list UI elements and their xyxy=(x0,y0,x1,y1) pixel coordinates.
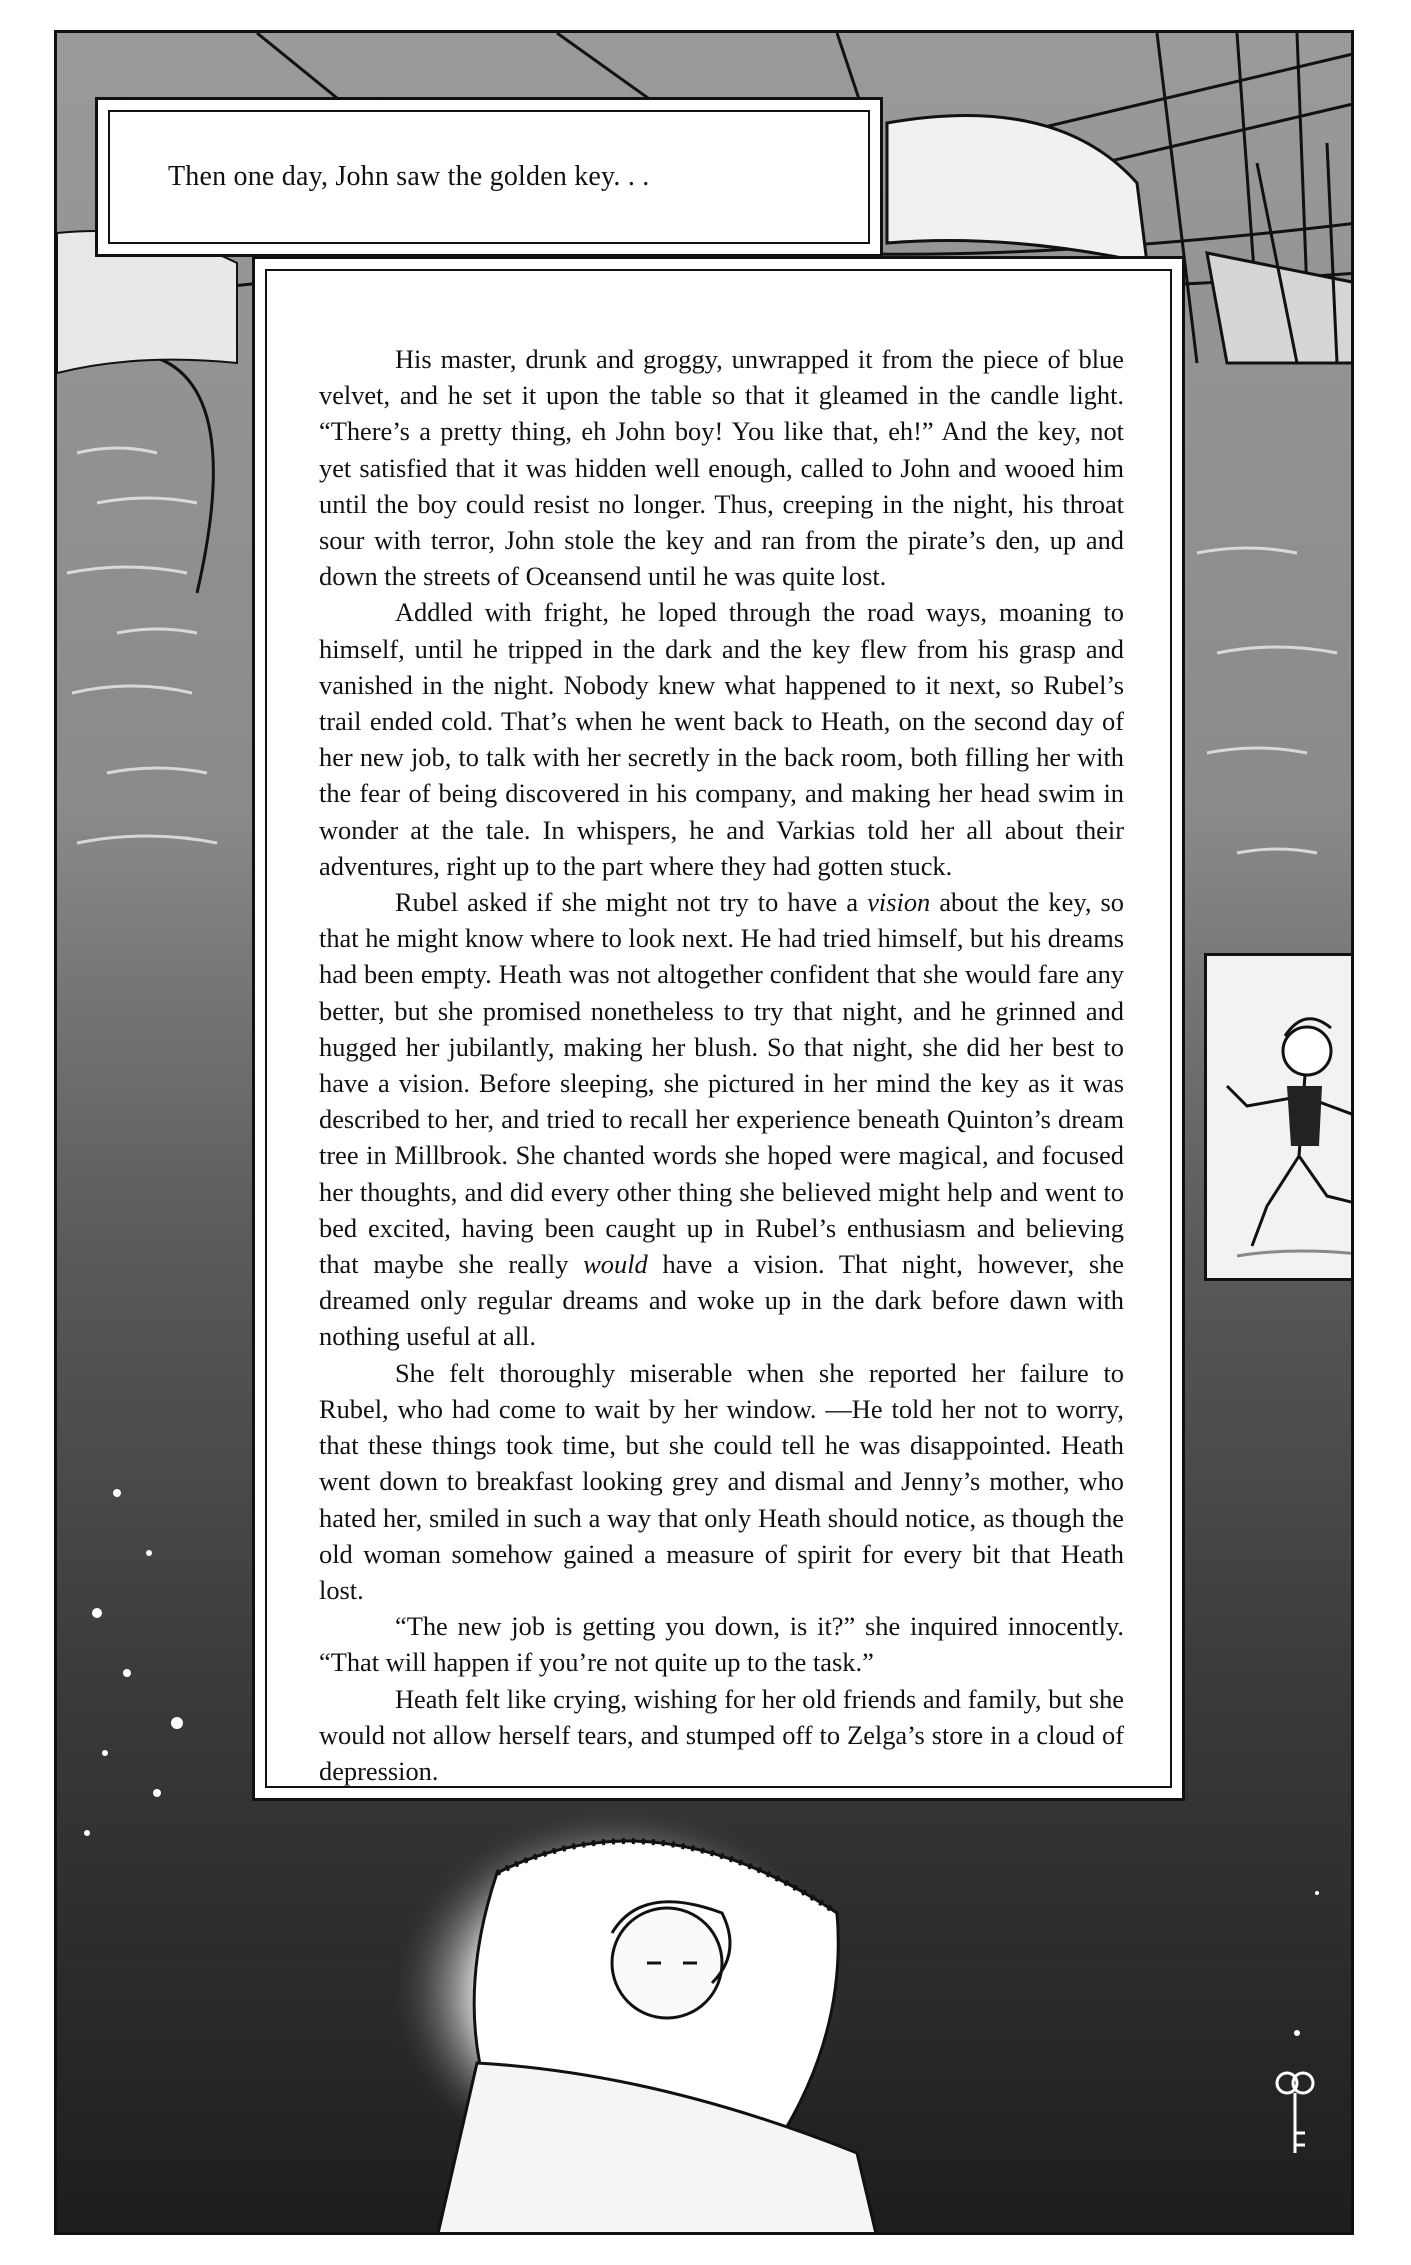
paragraph: “The new job is getting you down, is it?” she inquired innocently. “That will happen if you’re not quite up to the task.” xyxy=(319,1611,1124,1678)
caption-box xyxy=(95,97,883,257)
comic-page xyxy=(54,30,1354,2235)
story-text-frame xyxy=(265,269,1172,1788)
paragraph: Rubel asked if she might not try to have a vision about the key, so that he might know where to look next. He had tried himself, but his dreams had been empty. Heath was not altogether confident that she would fare any better, but she promised nonetheless to try that night, and he grinned and hugged her jubilantly, making her blush. So that night, she did her best to have a vision. Before sleeping, she pictured in her mind the key as it was described to her, and tried to recall her experience beneath Quinton’s dream tree in Millbrook. She chanted words she hoped were magical, and focused her thoughts, and did every other thing she believed might help and went to bed excited, having been caught up in Rubel’s enthusiasm and believing that maybe she really would have a vision. That night, however, she dreamed only regular dreams and woke up in the dark before dawn with nothing useful at all. xyxy=(319,887,1124,1352)
paragraph: She felt thoroughly miserable when she reported her failure to Rubel, who had come to wait by her window. —He told her not to worry, that these things took time, but she could tell he was disappointed. Heath went down to breakfast looking grey and dismal and Jenny’s mother, who hated her, smiled in such a way that only Heath should notice, as though the old woman somehow gained a measure of spirit for every bit that Heath lost. xyxy=(319,1357,1124,1605)
caption-text: Then one day, John saw the golden key. . . xyxy=(168,161,650,192)
caption-frame xyxy=(108,110,870,244)
story-text-box xyxy=(252,256,1185,1801)
paragraph: Heath felt like crying, wishing for her old friends and family, but she would not allow herself tears, and stumped off to Zelga’s store in a cloud of depression. xyxy=(319,1683,1124,1786)
paragraph: His master, drunk and groggy, unwrapped it from the piece of blue velvet, and he set it upon the table so that it gleamed in the candle light. “There’s a pretty thing, eh John boy! You like that, eh!” And the key, not yet satisfied that it was hidden well enough, called to John and wooed him until the boy could resist no longer. Thus, creeping in the night, his throat sour with terror, John stole the key and ran from the pirate’s den, up and down the streets of Oceansend until he was quite lost. xyxy=(319,344,1124,592)
running-boy-panel xyxy=(1204,953,1354,1281)
running-boy-icon xyxy=(1207,956,1354,1281)
paragraph: Addled with fright, he loped through the road ways, moaning to himself, until he tripped in the dark and the key flew from his grasp and vanished in the night. Nobody knew what happened to it next, so Rubel’s trail ended cold. That’s when he went back to Heath, on the second day of her new job, to talk with her secretly in the back room, both filling her with the fear of being discovered in his company, and making her head swim in wonder at the tale. In whispers, he and Varkias told her all about their adventures, right up to the part where they had gotten stuck. xyxy=(319,597,1124,881)
